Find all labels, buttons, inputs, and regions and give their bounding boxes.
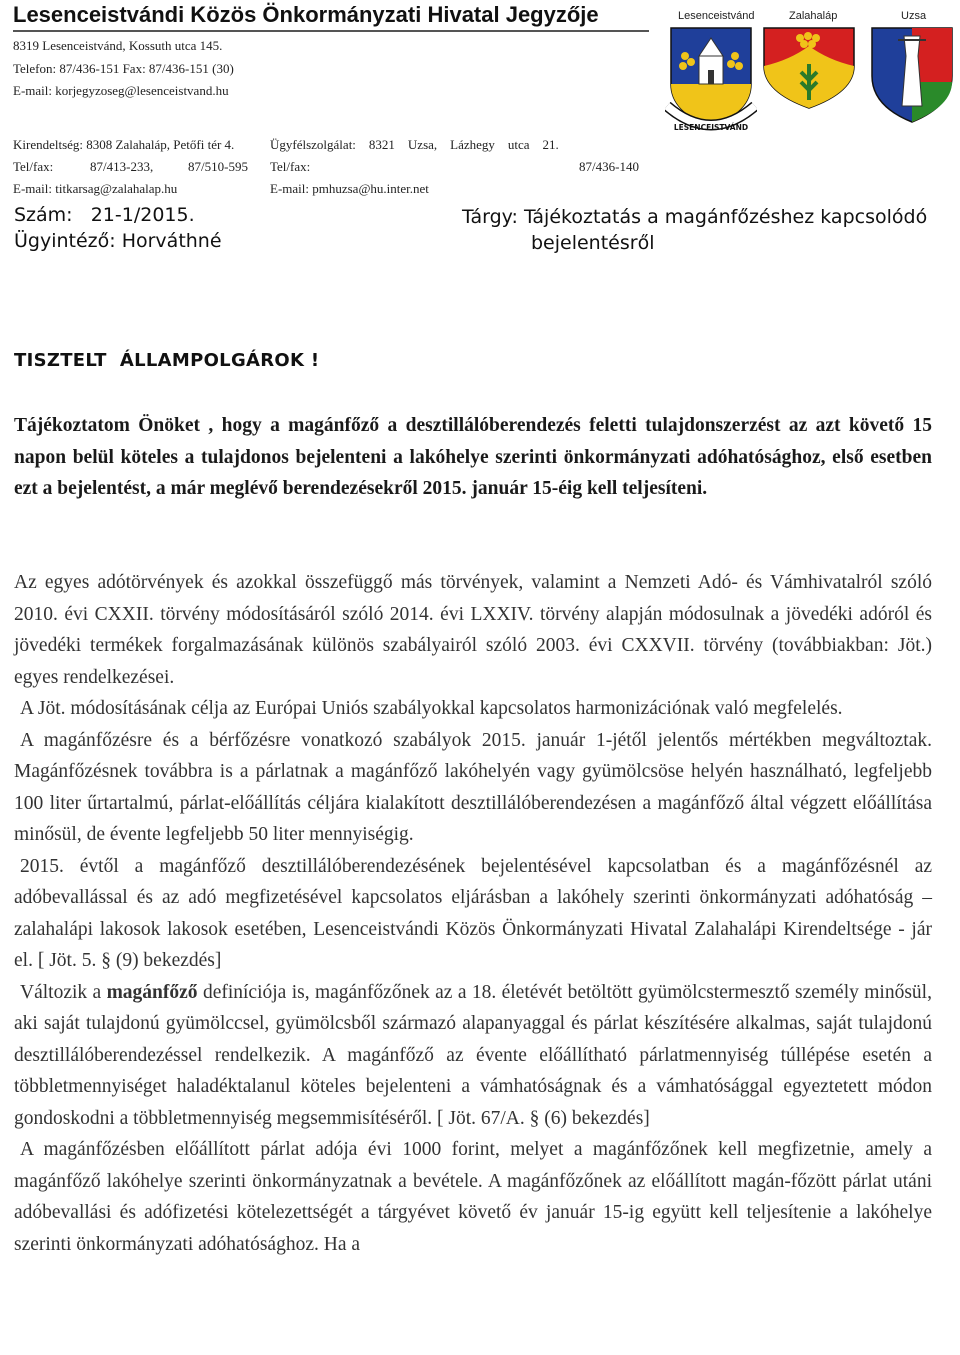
- client-service-telfax-label: Tel/fax:: [270, 159, 311, 174]
- branch-email: E-mail: titkarsag@zalahalap.hu: [13, 181, 178, 196]
- crest-label-zalahalap: Zalahaláp: [789, 10, 838, 22]
- uzsa-crest-icon: [868, 26, 956, 124]
- laws-paragraph: Az egyes adótörvények és azokkal összefüggő más törvények, valamint a Nemzeti Adó- és Vámhivatalról szóló 2010. évi CXXII. törvény módosításáról szóló 2014. évi LXXIV. törvény alapján módosulnak a jövedéki adóról és jövedéki termékek forgalmazásának különös szabályairól szóló 2003. évi CXXVII. törvény (továbbiakban: Jöt.) egyes rendelkezései.: [14, 572, 932, 688]
- tax-paragraph: A magánfőzésben előállított párlat adója évi 1000 forint, melyet a magánfőzőnek kell megfizetnie, amely a magánfőző lakóhelye szerinti önkormányzatnak a bevétele. A magánfőzőnek az előállított magán-főzött párlat utáni adóbevallási és adófizetési kötelezettségét a tárgyévet követő év január 15-ig együtt kell teljesítenie a lakóhelye szerinti önkormányzati adóhatósághoz. Ha a: [14, 1139, 932, 1255]
- client-service-address: Ügyfélszolgálat: 8321 Uzsa, Lázhegy utca 21.: [270, 137, 559, 152]
- zalahalap-crest-icon: [760, 26, 858, 110]
- rules-paragraph: A magánfőzésre és a bérfőzésre vonatkozó szabályok 2015. január 1-jétől jelentős mértékben megváltoztak. Magánfőzésnek továbbra is a párlatnak a magánfőző lakóhelyén vagy gyümölcsöse helyén használható, legfeljebb 100 liter űrtartalmú, párlat-előállítás céljára kialakított desztillálóberendezésen a magánfőző által végzett előállítása minősül, de évente legfeljebb 50 liter mennyiségig.: [14, 729, 932, 845]
- office-email: E-mail: korjegyzoseg@lesenceistvand.hu: [13, 83, 229, 98]
- definition-bold-term: magánfőző: [106, 981, 198, 1003]
- branch-telfax-label: Tel/fax:: [13, 159, 54, 174]
- bold-notice-paragraph: Tájékoztatom Önöket , hogy a magánfőző a desztillálóberendezés feletti tulajdonszerzést az azt követő 15 napon belül köteles a tulajdonos bejelenteni a lakóhelye szerinti önkormányzati adóhatósághoz, első esetben ezt a bejelentést, a már meglévő berendezésekről 2015. január 15-éig kell teljesíteni.: [14, 415, 932, 499]
- body-text: [14, 567, 932, 1260]
- definition-text-before: Változik a: [20, 981, 107, 1003]
- year-2015-paragraph: 2015. évtől a magánfőző desztillálóberendezésének bejelentésével kapcsolatban és a magánfőzésnél az adóbevallással és az adó megfizetésével kapcsolatos eljárásban a lakóhely szerinti önkormányzati adóhatóság – zalahalápi lakosok lakosok esetében, Lesenceistvándi Közös Önkormányzati Hivatal Zalahalápi Kirendeltsége - jár el. [ Jöt. 5. § (9) bekezdés]: [14, 855, 932, 971]
- subject-line-1: Tárgy: Tájékoztatás a magánfőzéshez kapcsolódó: [462, 206, 928, 228]
- client-service-telfax: 87/436-140: [579, 159, 639, 174]
- definition-paragraph: [14, 977, 932, 1135]
- definition-text-after: definíciója is, magánfőzőnek az a 18. életévét betöltött gyümölcstermesztő személy minősül, aki saját tulajdonú gyümölccsel, gyümölcsből származó alapanyaggal és párlat készítésére alkalmas, saját tulajdonú desztillálóberendezéssel rendelkezik. A magánfőző az évente előállítható párlatmennyiség túllépése esetén a többletmennyiséget haladéktalanul köteles bejelenteni a vámhatóságnak és a vámhatósággal egyeztetett módon gondoskodni a többletmennyiség megsemmisítéséről. [ Jöt. 67/A. § (6) bekezdés]: [14, 981, 932, 1129]
- office-address: 8319 Lesenceistvánd, Kossuth utca 145.: [13, 38, 223, 53]
- client-service-email: E-mail: pmhuzsa@hu.inter.net: [270, 181, 429, 196]
- subject-line-2: bejelentésről: [531, 232, 655, 254]
- office-phone: Telefon: 87/436-151 Fax: 87/436-151 (30): [13, 61, 234, 76]
- crest-banner-text: LESENCEISTVÁND: [673, 123, 749, 132]
- crest-label-uzsa: Uzsa: [901, 10, 927, 22]
- reference-subject: [462, 204, 942, 256]
- office-title: Lesenceistvándi Közös Önkormányzati Hivatal Jegyzője: [13, 2, 599, 27]
- greeting: TISZTELT ÁLLAMPOLGÁROK !: [14, 350, 320, 371]
- title-rule: [13, 30, 649, 32]
- branch-telfax-2: 87/510-595: [188, 159, 248, 174]
- branch-office-address: Kirendeltség: 8308 Zalahaláp, Petőfi tér 4.: [13, 137, 235, 152]
- lesenceistvand-crest-icon: [665, 26, 757, 138]
- reference-number: Szám: 21-1/2015.: [14, 204, 195, 226]
- aim-paragraph: A Jöt. módosításának célja az Európai Uniós szabályokkal kapcsolatos harmonizációnak való megfelelés.: [20, 698, 843, 719]
- crest-label-lesenceistvand: Lesenceistvánd: [678, 10, 755, 22]
- reference-handler: Ügyintéző: Horváthné: [14, 230, 222, 252]
- branch-telfax-1: 87/413-233,: [90, 159, 154, 174]
